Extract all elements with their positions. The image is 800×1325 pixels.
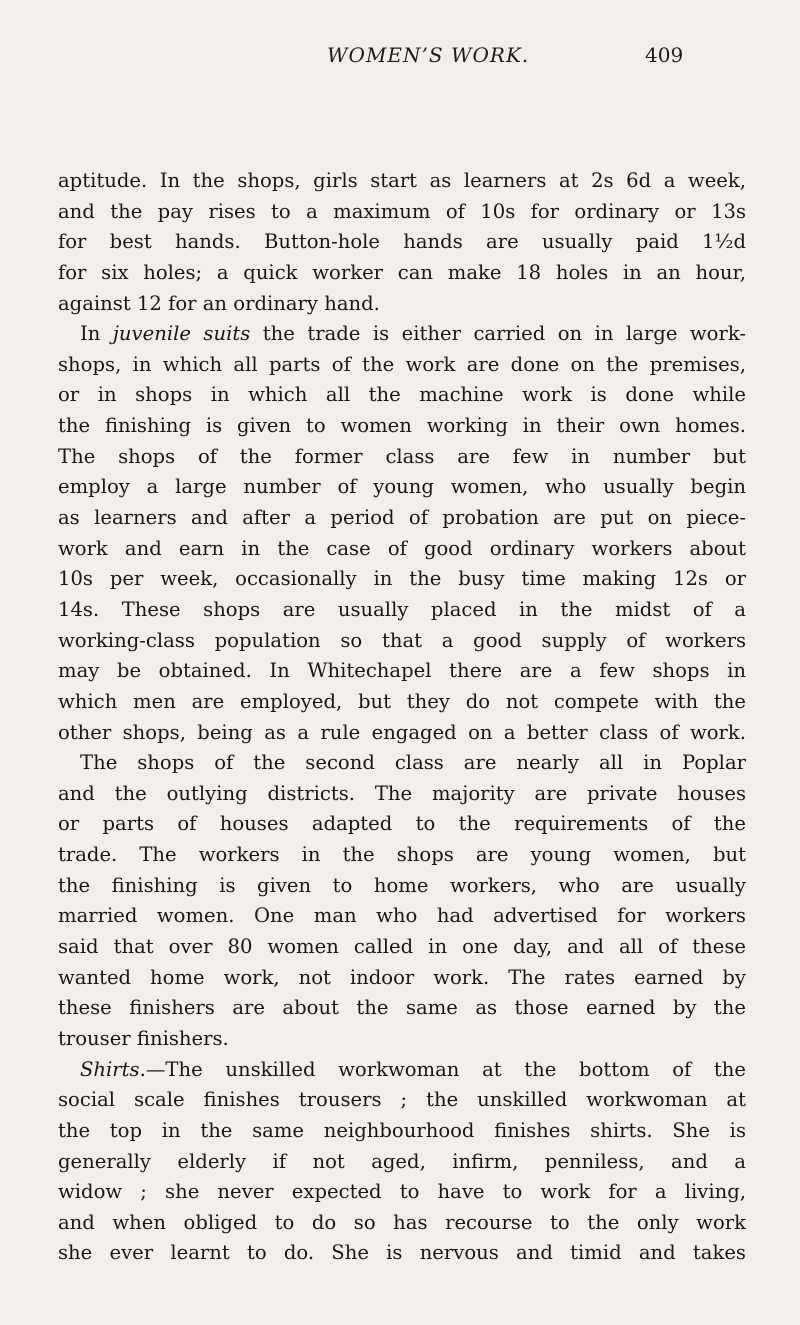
text-line: The shops of the second class are nearly all in Poplar [80, 751, 746, 775]
running-title: WOMEN’S WORK. [327, 43, 530, 67]
text-line: aptitude. In the shops, girls start as learners at 2s 6d a week, [58, 169, 746, 192]
text-line: and the pay rises to a maximum of 10s for ordinary or 13s [58, 199, 746, 223]
text-line: the top in the same neighbourhood finishes shirts. She is [58, 1118, 746, 1142]
running-header [0, 43, 800, 73]
text-line: the finishing is given to home workers, who are usually [58, 873, 746, 897]
text-line: as learners and after a period of probation are put on piece- [58, 506, 746, 530]
text-line: social scale finishes trousers ; the unskilled workwoman at [58, 1088, 746, 1112]
text-line: work and earn in the case of good ordinary workers about [58, 536, 746, 560]
text-line: or parts of houses adapted to the requirements of the [58, 812, 746, 836]
text-line: may be obtained. In Whitechapel there are a few shops in [58, 659, 746, 683]
text-line: against 12 for an ordinary hand. [58, 291, 380, 315]
text-line: employ a large number of young women, who usually begin [58, 475, 746, 499]
text-line: working-class population so that a good supply of workers [58, 628, 746, 652]
text-line: In juvenile suits the trade is either carried on in large work- [80, 322, 746, 346]
text-line: for best hands. Button-hole hands are usually paid 1½d [58, 230, 746, 254]
text-line: generally elderly if not aged, infirm, penniless, and a [58, 1149, 746, 1173]
text-line: the finishing is given to women working in their own homes. [58, 414, 746, 438]
text-line: and the outlying districts. The majority are private houses [58, 781, 746, 805]
text-line: or in shops in which all the machine work is done while [58, 383, 746, 407]
text-line: which men are employed, but they do not compete with the [58, 689, 746, 713]
text-line: these finishers are about the same as those earned by the [58, 996, 746, 1020]
text-line: The shops of the former class are few in number but [58, 444, 746, 468]
text-line: trade. The workers in the shops are young women, but [58, 843, 746, 867]
text-line: wanted home work, not indoor work. The rates earned by [58, 965, 746, 989]
text-line: she ever learnt to do. She is nervous and timid and takes [58, 1241, 746, 1265]
body-text [58, 166, 746, 1269]
page-number: 409 [645, 43, 684, 67]
italic-term: juvenile suits [112, 322, 251, 346]
text-line: married women. One man who had advertised for workers [58, 904, 746, 928]
text-line: Shirts.—The unskilled workwoman at the bottom of the [80, 1057, 746, 1081]
text-line: said that over 80 women called in one day, and all of these [58, 935, 746, 959]
text-line: shops, in which all parts of the work are done on the premises, [58, 352, 746, 376]
text-line: widow ; she never expected to have to work for a living, [58, 1180, 746, 1204]
italic-term: Shirts [80, 1057, 140, 1081]
text-line: trouser finishers. [58, 1026, 229, 1050]
text-line: 10s per week, occasionally in the busy time making 12s or [58, 567, 746, 591]
text-line: and when obliged to do so has recourse to the only work [58, 1210, 746, 1234]
text-line: other shops, being as a rule engaged on a better class of work. [58, 720, 746, 744]
text-line: 14s. These shops are usually placed in the midst of a [58, 597, 746, 621]
text-line: for six holes; a quick worker can make 18 holes in an hour, [58, 260, 746, 284]
